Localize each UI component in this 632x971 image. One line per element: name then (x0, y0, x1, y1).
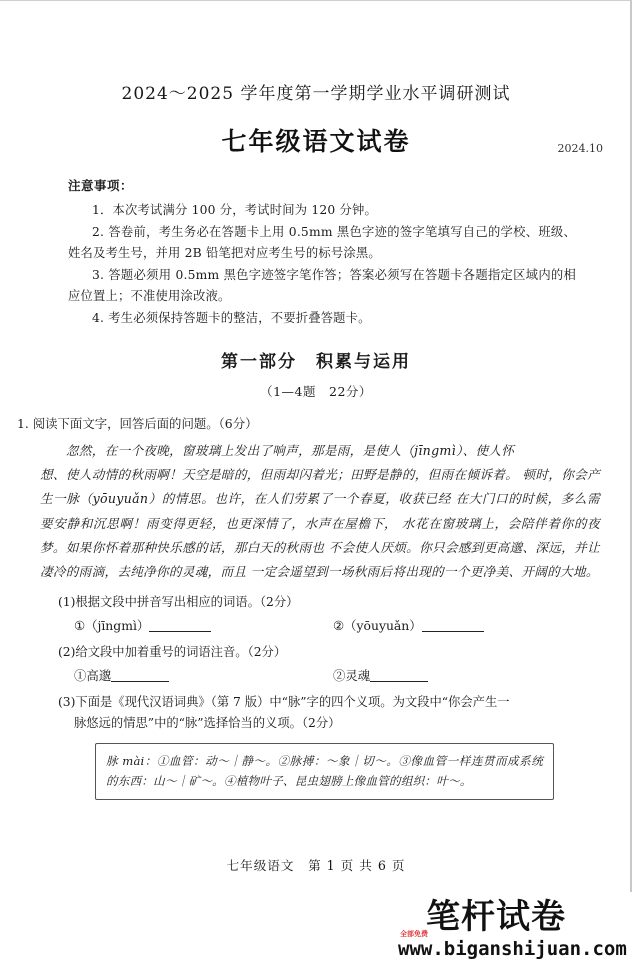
part-heading: 第一部分 积累与运用 (221, 352, 411, 372)
answer-blank-3[interactable] (111, 669, 169, 682)
blank-linghun-label: ②灵魂 (333, 668, 371, 684)
notice-item-4: 4. 考生必须保持答题卡的整洁，不要折叠答题卡。 (92, 310, 371, 325)
question-1-2-blanks (0, 666, 632, 684)
watermark-url: www.biganshijuan.com (398, 938, 627, 960)
blank-linghun (333, 666, 592, 684)
document-subtitle: 2024～2025 学年度第一学期学业水平调研测试 (121, 84, 511, 104)
blank-jingmi-label: ①（jīngmì） (74, 618, 150, 634)
passage-line-7: 一定会遥望到一场秋雨后将出现的一个更净美、开阔的大地。 (250, 564, 599, 580)
passage-line-3: 顿时，你会产生一脉（yōuyuǎn）的情思。也许，在人们劳累了一个春夏，收获已经 (40, 467, 600, 507)
blank-youyuan (333, 616, 592, 634)
blank-gaomiao-label: ①高邈 (74, 668, 112, 684)
title-row (0, 122, 632, 156)
passage-line-1: 忽然，在一个夜晚，窗玻璃上发出了响声，那是雨，是使人（jīngmì）、使人怀 (66, 443, 515, 458)
question-1-stem: 1. 阅读下面文字，回答后面的问题。（6分） (17, 416, 258, 431)
part-subheading: （1—4题 22分） (260, 384, 372, 399)
notice-item-3: 3. 答题必须用 0.5mm 黑色字迹签字笔作答；答案必须写在答题卡各题指定区域内的相应位置上；不准使用涂改液。 (68, 267, 576, 303)
dictionary-entry-box: 脉 mài：①血管：动～｜静～。②脉搏：～象｜切～。③像血管一样连贯而成系统的东西：山～｜矿～。④植物叶子、昆虫翅膀上像血管的组织：叶～。 (95, 743, 554, 800)
exam-paper-page (0, 79, 632, 971)
passage-line-4: 在大门口的时候，多么需要安静和沉思啊！雨变得更轻，也更深情了，水声在屋檐下， (40, 491, 600, 531)
answer-blank-2[interactable] (422, 619, 484, 632)
question-1-3-line-2: 脉悠远的情思”中的“脉”选择恰当的义项。（2分） (74, 716, 341, 731)
question-1-3-label (0, 692, 632, 734)
page-footer: 七年级语文 第 1 页 共 6 页 (226, 858, 406, 873)
reading-passage (0, 439, 632, 584)
notice-heading: 注意事项： (68, 178, 134, 193)
notice-item-2: 2. 答卷前，考生务必在答题卡上用 0.5mm 黑色字迹的签字笔填写自己的学校、班级、姓名及考生号，并用 2B 铅笔把对应考生号的标号涂黑。 (68, 224, 576, 260)
watermark (398, 897, 627, 960)
question-1-1-blanks (0, 616, 632, 634)
notice-item-1: 1．本次考试满分 100 分，考试时间为 120 分钟。 (92, 203, 378, 217)
question-1-1-label: (1)根据文段中拼音写出相应的词语。（2分） (58, 595, 299, 610)
blank-youyuan-label: ②（yōuyuǎn） (333, 618, 422, 634)
page-title: 七年级语文试卷 (221, 127, 411, 156)
exam-date: 2024.10 (557, 142, 603, 155)
passage-line-5: 水花在窗玻璃上，会陪伴着你的夜梦。如果你怀着那种快乐感的话，那白天的秋雨也 (40, 515, 600, 555)
watermark-free-tag: 全部免费 (400, 930, 428, 938)
question-1-3-line-1: (3)下面是《现代汉语词典》（第 7 版）中“脉”字的四个义项。为文段中“你会产生一 (58, 695, 510, 710)
passage-line-2: 想、使人动情的秋雨啊！天空是暗的，但雨却闪着光；田野是静的，但雨在倾诉着。 (40, 467, 519, 483)
blank-gaomiao (74, 666, 333, 684)
answer-blank-4[interactable] (370, 669, 428, 682)
passage-line-6: 不会使人厌烦。你只会感到更高邈、深远，并让凄冷的雨滴，去纯净你的灵魂，而且 (40, 539, 600, 580)
blank-jingmi (74, 616, 333, 634)
answer-blank-1[interactable] (149, 619, 211, 632)
notice-section (0, 176, 632, 329)
watermark-brand: 笔杆试卷 (426, 897, 566, 937)
question-1-2-label: (2)给文段中加着重号的词语注音。（2分） (58, 645, 287, 660)
